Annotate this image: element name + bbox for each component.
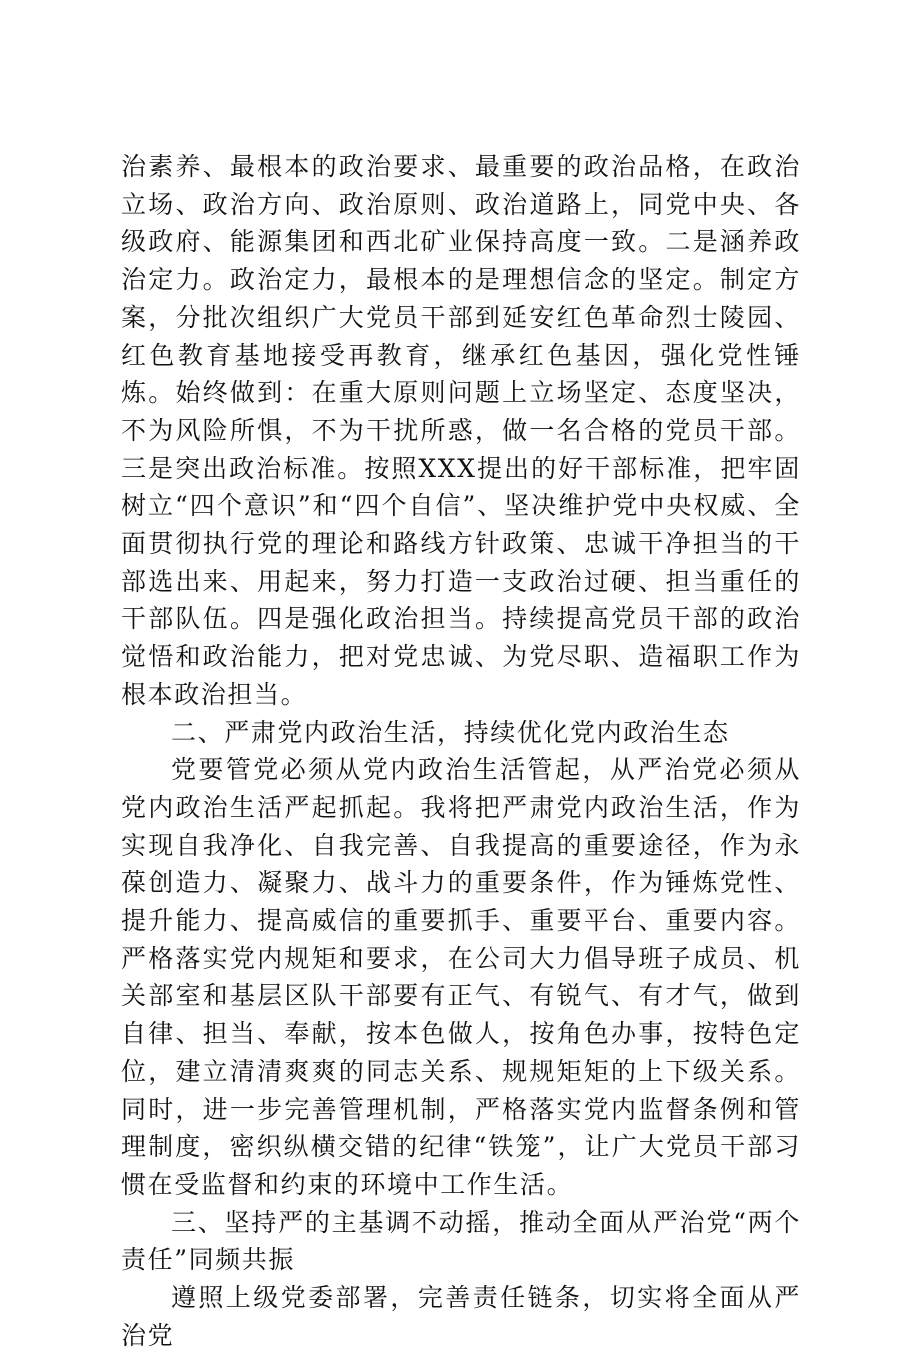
paragraph-party-life: 党要管党必须从党内政治生活管起，从严治党必须从党内政治生活严起抓起。我将把严肃党内政治生活，作为实现自我净化、自我完善、自我提高的重要途径，作为永葆创造力、凝聚力、战斗力的重要条件，作为锤炼党性、提升能力、提高威信的重要抓手、重要平台、重要内容。严格落实党内规矩和要求，在公司大力倡导班子成员、机关部室和基层区队干部要有正气、有锐气、有才气，做到自律、担当、奉献，按本色做人，按角色办事，按特色定位，建立清清爽爽的同志关系、规规矩矩的上下级关系。同时，进一步完善管理机制，严格落实党内监督条例和管理制度，密织纵横交错的纪律“铁笼”，让广大党员干部习惯在受监督和约束的环境中工作生活。	[121, 755, 801, 1199]
paragraph-responsibility: 遵照上级党委部署，完善责任链条，切实将全面从严治党	[121, 1283, 801, 1350]
paragraph-political-quality: 治素养、最根本的政治要求、最重要的政治品格，在政治立场、政治方向、政治原则、政治道路上，同党中央、各级政府、能源集团和西北矿业保持高度一致。二是涵养政治定力。政治定力，最根本的是理想信念的坚定。制定方案，分批次组织广大党员干部到延安红色革命烈士陵园、红色教育基地接受再教育，继承红色基因，强化党性锤炼。始终做到：在重大原则问题上立场坚定、态度坚决，不为风险所惧，不为干扰所惑，做一名合格的党员干部。三是突出政治标准。按照XXX提出的好干部标准，把牢固树立“四个意识”和“四个自信”、坚决维护党中央权威、全面贯彻执行党的理论和路线方针政策、忠诚干净担当的干部选出来、用起来，努力打造一支政治过硬、担当重任的干部队伍。四是强化政治担当。持续提高党员干部的政治觉悟和政治能力，把对党忠诚、为党尽职、造福职工作为根本政治担当。	[121, 152, 801, 709]
document-body	[121, 148, 801, 1355]
section-heading-three: 三、坚持严的主基调不动摇，推动全面从严治党“两个责任”同频共振	[121, 1207, 801, 1275]
section-heading-two: 二、严肃党内政治生活，持续优化党内政治生态	[171, 717, 730, 747]
